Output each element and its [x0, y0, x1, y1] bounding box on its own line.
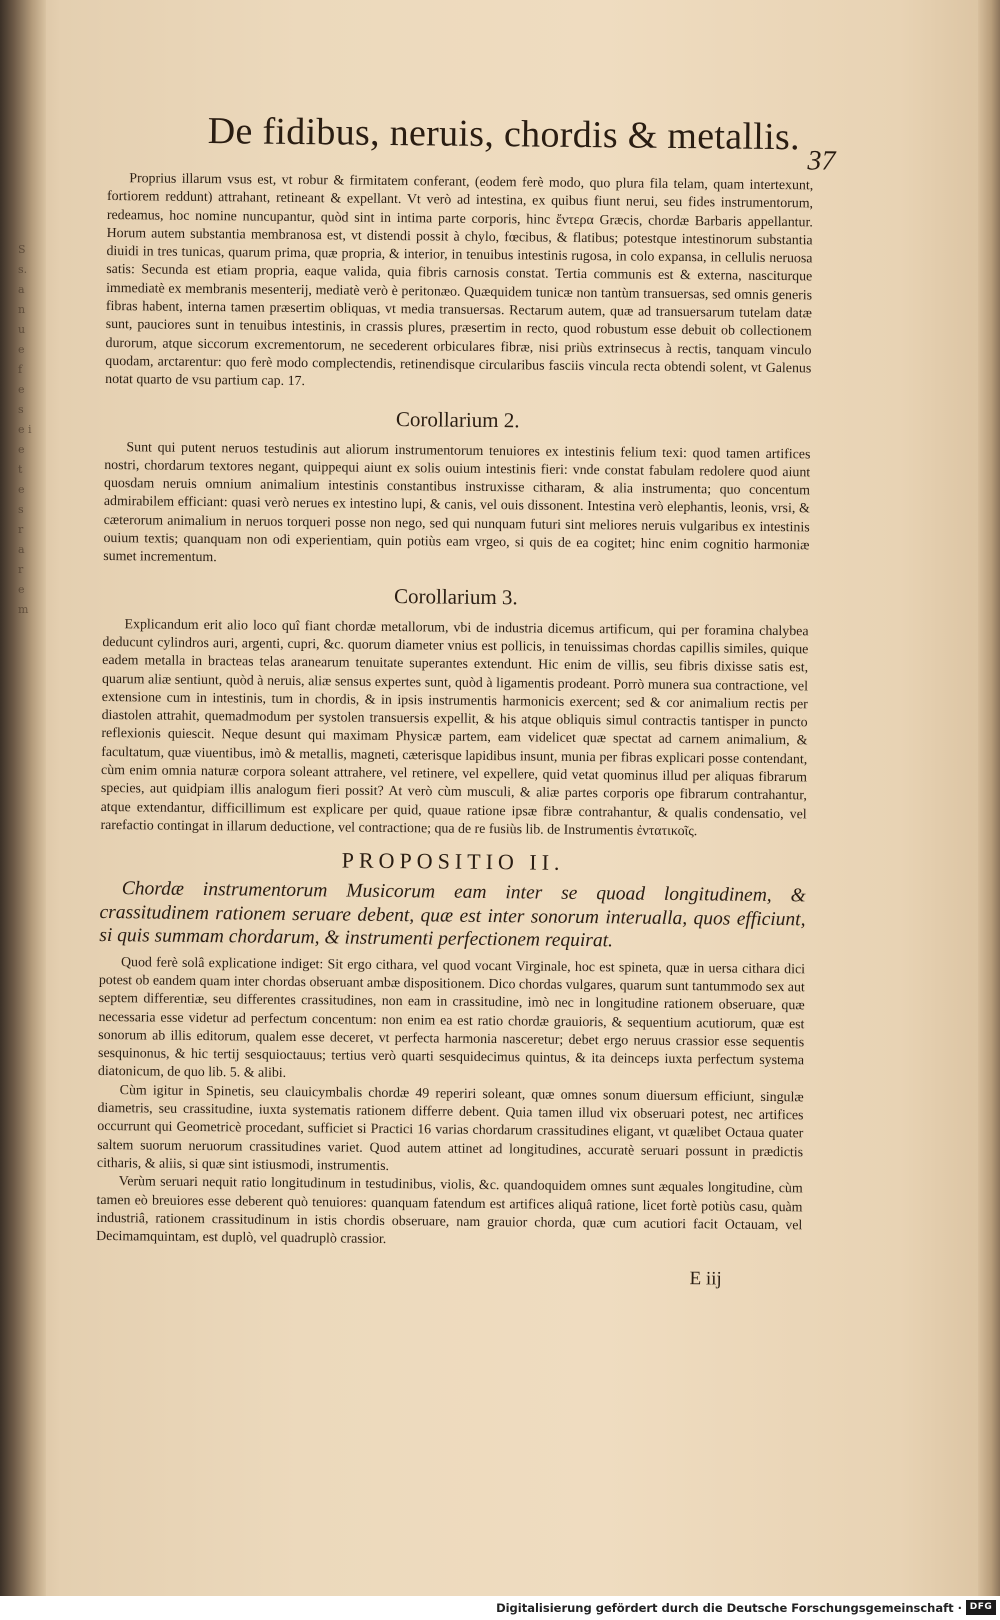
intro-paragraph: Proprius illarum vsus est, vt robur & firmitatem conferant, (eodem ferè modo, quo plura fila telam, quam intertexunt, fortiorem reddunt) attrahant, retineant & expellant. Vt verò ad intestina, ex quibus fiunt nerui, seu fides instrumentorum, redeamus, hoc nomine nuncupantur, quòd sint in intima parte corporis, hinc ἔντερα Græcis, chordæ Barbaris appellantur. Horum autem substantia membranosa est, vt distendi possit à chylo, fœcibus, & flatibus; potestque intestinorum substantia diuidi in tres tunicas, quarum prima, quæ propria, & interior, in tenuibus intestinis rugosa, in colo expansa, in cellulis neruosa satis: Secunda est etiam propria, eaque valida, quia fibris carnosis constat. Tertia communis est & externa, nasciturque immediatè ex membranis mesenterij, mediatè verò è peritonæo. Quæquidem tunicæ non tantùm transuersas, sed omnis generis fibras habent, interna tamen præsertim obliquas, vt media transuersas. Rectarum autem, quæ ad transuersarum tutelam datæ sunt, pauciores sunt in tenuibus intestinis, in crassis plures, præsertim in recto, quod robustum esse debuit ob collectionem durorum, atque siccorum excrementorum, ne secederent orbiculares fibræ, nisi priùs extrinsecus à rectis, tanquam vinculo quodam, arctarentur: quo ferè modo complectendis, retinendisque circularibus fasciis vincula recta obtendi solent, vt Galenus notat quarto de vsu partium cap. 17.	[105, 171, 814, 390]
propositio-paragraph-1: Quod ferè solâ explicatione indiget: Sit ergo cithara, vel quod vocant Virginale, hoc est spineta, quæ in uersa cithara dici potest ob eandem quam inter chordas obseruant ambæ dispositionem. Dico chordas vulgares, quarum sunt tantummodo sex aut septem differentiæ, seu differentes crassitudines, non eam in crassitudine, imò nec in longitudine rationem obseruare, quæ necessaria esse videtur ad perfectum concentum: non enim ea est ratio chordæ grauioris, & sequentium acutiorum, quæ est sonorum ab illis editorum, qualem esse deceret, vt perfecta harmonia nasceretur; debet ergo neruus crassior esse sequentis sesquinonus, & hic tertij sesquioctauus; tertius verò quarti sesquidecimus quintus, & ita deinceps iuxta perfectum systema diatonicum, de quo lib. 5. & alibi.	[97, 954, 806, 1082]
text-block	[96, 108, 836, 1300]
propositio-paragraph-2: Cùm igitur in Spinetis, seu clauicymbalis chordæ 49 reperiri soleant, quæ omnes sonum diuersum efficiunt, singulæ diametris, seu crassitudine, iuxta systematis rationem differre debent. Quia tamen illud vix obseruari potest, nec artifices occurrunt qui Geometricè procedant, sufficiet si Practici 16 varias chordarum crassitudines eligant, vt quælibet Octaua quater saltem suorum neruorum crassitudines variet. Quod autem attinet ad longitudines, accuratè seruari possunt in prædictis citharis, & aliis, si quæ sint istiusmodi, instrumentis.	[96, 1082, 804, 1174]
signature-mark-row	[96, 1262, 802, 1299]
digitization-footer	[0, 1596, 1000, 1620]
corollarium-3-heading: Corollarium 3.	[393, 583, 518, 609]
footer-credit: Digitalisierung gefördert durch die Deutsche Forschungsgemeinschaft ·	[496, 1601, 962, 1615]
corollarium-2-text: Sunt qui putent neruos testudinis aut aliorum instrumentorum tenuiores ex intestinis felium texi: quod tamen artifices nostri, chordarum textores negant, quippequi aiunt ex solis ouium intestinis fieri: vnde constat fabulam redolere quod aiunt quosdam neruis omnium animalium intestinis constantibus instruxisse citharam, & alia instrumenta; quo concentum admirabilem efficiant: quasi verò nerues ex intestino lupi, & canis, vel ouis dissonent. Intestina verò elephantis, leonis, vrsi, & cæterorum animalium in neruos torqueri posse non nego, sed qui nunquam futuri sint meliores neruis vulgaribus ex intestinis ouium textis; quanquam non odi experientiam, quin potiùs eam vrgeo, si quis de ea cogitet; hinc enim cognitio harmoniæ sumet incrementum.	[103, 439, 811, 566]
signature-mark: E iij	[689, 1268, 722, 1290]
corollarium-3-text: Explicandum erit alio loco quî fiant chordæ metallorum, vbi de industria dicemus artificum, qui per foramina chalybea deducunt cylindros auri, argenti, cupri, &c. quorum diameter vnius est pollicis, in tenuissimas chordas capillis similes, quique eadem metalla in bracteas telas aranearum tenuitate superantes extendunt. Hic enim de villis, seu fibris dixisse satis est, quarum aliæ sentiunt, quòd à neruis, aliæ sensus expertes sunt, quòd à ligamentis prodeant. Porrò munera sua contractione, vel extensione cum in intestinis, tum in chordis, & in ipsis instrumentis harmonicis exercent; sed & cor animalium rectis per diastolen attrahit, quemadmodum per systolen transuersis expellit, & his atque obliquis simul contractis tantisper in puncto reflexionis quiescit. Neque desunt qui maximam Physicæ partem, eam videlicet quæ spectat ad carnem animalium, & facultatum, quæ viuentibus, imò & metallis, magneti, cæterisque lapidibus insunt, munia per fibras explicari posse contendant, cùm enim omnia naturæ corpora soleant attrahere, vel retinere, vel expellere, quid vetat quominus illud per aliquas fibrarum species, aut quidpiam illis analogum fieri possit? At verò cùm musculi, & aliæ partes corporis ope fibrarum contrahantur, atque extendantur, difficillimum est explicare per quid, quaue ratione ipsæ fibræ contrahantur, & qualis condensatio, vel rarefactio contingat in illarum deductione, vel contractione; qua de re fusiùs lib. de Instrumentis ἐντατικοῖς.	[100, 616, 809, 840]
propositio-heading: PROPOSITIO II.	[341, 847, 565, 876]
dfg-logo: DFG	[966, 1600, 996, 1615]
propositio-statement: Chordæ instrumentorum Musicorum eam inter se quoad longitudinem, & crassitudinem rationem seruare debent, quæ est inter sonorum interualla, quos efficiunt, si quis summam chordarum, & instrumenti perfectionem requirat.	[99, 878, 806, 952]
corollarium-2-heading: Corollarium 2.	[395, 406, 520, 432]
propositio-paragraph-3: Verùm seruari nequit ratio longitudinum in testudinibus, violis, &c. quandoquidem omnes sunt æquales longitudine, cùm tamen eò breuiores esse deberent quò tenuiores: quanquam fatendum est artifices aliquâ ratione, licet fortè potiùs casu, quàm industriâ, rationem crassitudinum in istis chordis obseruare, nam grauior chorda, quæ cum acutiori facit Octauam, vel Decimamquintam, est duplò, vel quadruplò crassior.	[96, 1174, 803, 1248]
facing-page-edge-glyphs: S s. a n u e f e s e i e t e s r a r e m	[18, 243, 32, 616]
page-header	[107, 108, 836, 177]
folio-number: 37	[807, 145, 836, 177]
running-title: De fidibus, neruis, chordis & metallis.	[207, 110, 801, 159]
page-right-edge	[978, 0, 1000, 1596]
